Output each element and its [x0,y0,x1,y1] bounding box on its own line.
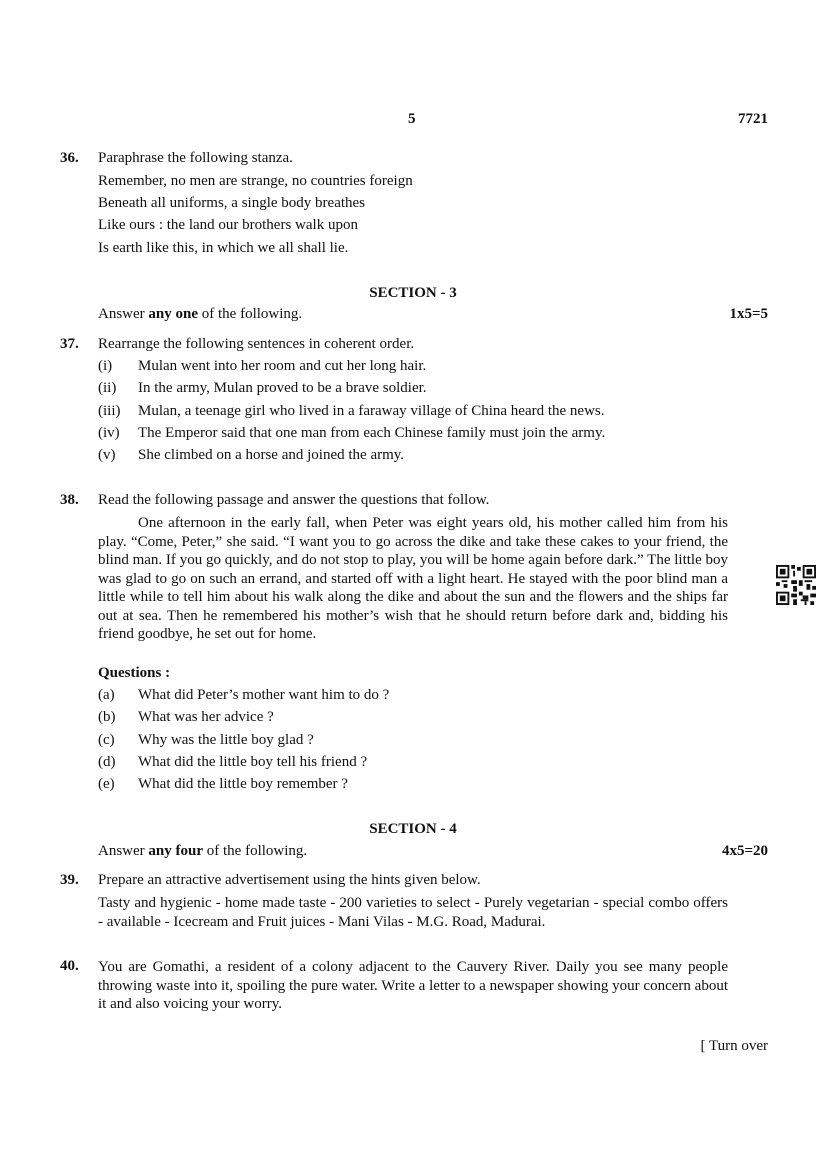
question-39-prompt: Prepare an attractive advertisement using the hints given below. [98,872,481,888]
question-number-37: 37. [60,336,79,352]
section-4-marks: 4x5=20 [721,843,768,859]
question-mark: (e) [98,776,115,792]
question-text: What did Peter’s mother want him to do ? [138,687,390,703]
option-text: Mulan went into her room and cut her long hair. [138,358,427,374]
question-number-40: 40. [60,958,79,974]
option-mark: (iv) [98,425,120,441]
question-mark: (a) [98,687,115,703]
paper-code: 7721 [738,111,768,127]
option-text: The Emperor said that one man from each Chinese family must join the army. [138,425,606,441]
option-mark: (v) [98,447,116,463]
question-38-prompt: Read the following passage and answer the questions that follow. [98,492,490,508]
question-mark: (b) [98,709,116,725]
question-mark: (c) [98,732,115,748]
question-text: What did the little boy tell his friend ? [138,754,368,770]
question-36-prompt: Paraphrase the following stanza. [98,150,293,166]
option-text: Mulan, a teenage girl who lived in a faraway village of China heard the news. [138,403,605,419]
section-3-instruction: Answer any one of the following. [98,306,303,322]
stanza-line-3: Like ours : the land our brothers walk upon [98,217,358,233]
section-4-title: SECTION - 4 [369,821,457,837]
question-40-text: You are Gomathi, a resident of a colony adjacent to the Cauvery River. Daily you see many people throwing waste into it, spoiling the pure water. Write a letter to a newspaper showing your concern about it and also voicing your worry. [98,959,728,1012]
option-mark: (i) [98,358,113,374]
question-text: Why was the little boy glad ? [138,732,314,748]
page-number: 5 [408,111,416,127]
question-number-36: 36. [60,150,79,166]
question-mark: (d) [98,754,116,770]
questions-label: Questions : [98,665,171,681]
section-3-marks: 1x5=5 [729,306,768,322]
option-mark: (ii) [98,380,117,396]
question-number-39: 39. [60,872,79,888]
qr-code-icon [776,565,816,605]
section-4-instruction: Answer any four of the following. [98,843,308,859]
question-text: What did the little boy remember ? [138,776,348,792]
option-mark: (iii) [98,403,121,419]
stanza-line-2: Beneath all uniforms, a single body breathes [98,195,366,211]
option-text: She climbed on a horse and joined the army. [138,447,405,463]
stanza-line-1: Remember, no men are strange, no countries foreign [98,173,413,189]
stanza-line-4: Is earth like this, in which we all shall lie. [98,240,349,256]
question-text: What was her advice ? [138,709,274,725]
reading-passage: One afternoon in the early fall, when Peter was eight years old, his mother called him from his play. “Come, Peter,” she said. “I want you to go across the dike and take these cakes to your friend, the blind man. If you go quickly, and do not stop to play, you will be home again before dark.” The little boy was glad to go on such an errand, and started off with a light heart. He stayed with the poor blind man a little while to tell him about his walk along the dike and about the sun and the flowers and the ships far out at sea. Then he remembered his mother’s wish that he should return before dark and, bidding his friend goodbye, he set out for home. [98,515,728,642]
advertisement-hints: Tasty and hygienic - home made taste - 200 varieties to select - Purely vegetarian - special combo offers - available - Icecream and Fruit juices - Mani Vilas - M.G. Road, Madurai. [98,895,728,930]
option-text: In the army, Mulan proved to be a brave soldier. [138,380,427,396]
section-3-title: SECTION - 3 [369,285,457,301]
question-number-38: 38. [60,492,79,508]
turn-over-note: [ Turn over [700,1038,768,1054]
question-37-prompt: Rearrange the following sentences in coherent order. [98,336,415,352]
